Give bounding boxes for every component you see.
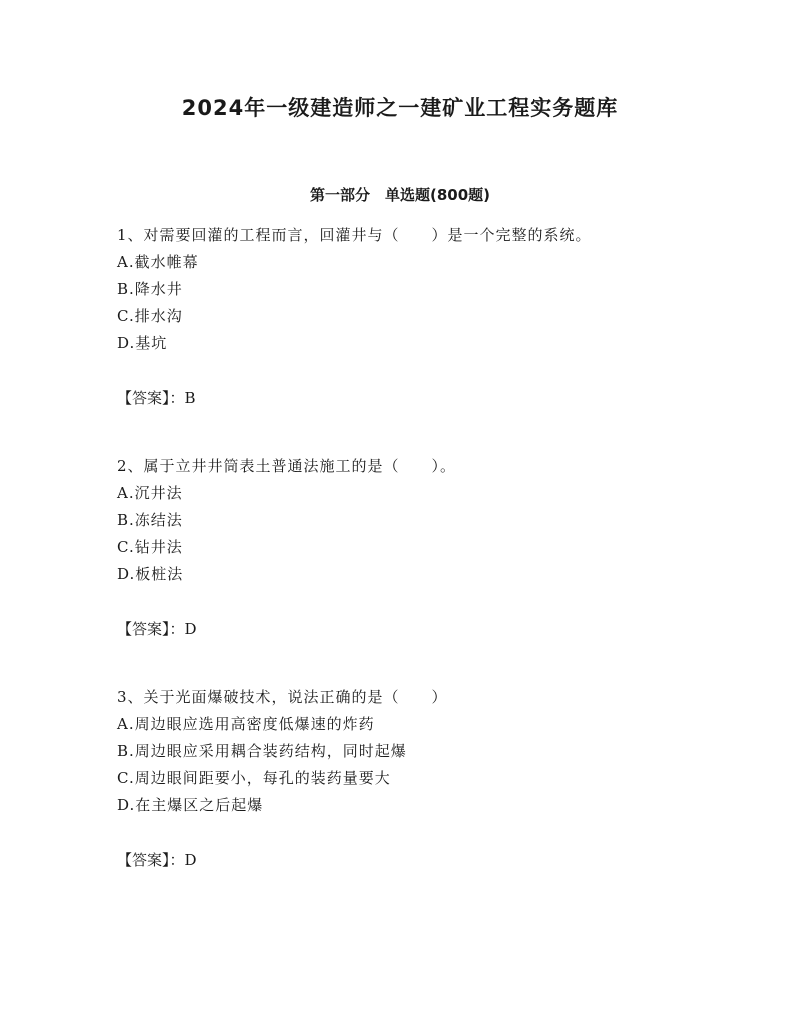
option-c: C.钻井法 xyxy=(117,538,183,556)
document-title: 2024年一级建造师之一建矿业工程实务题库 xyxy=(181,96,619,120)
question-item xyxy=(117,684,717,874)
option-a: A.沉井法 xyxy=(117,484,183,502)
option-d: D.板桩法 xyxy=(117,565,184,583)
section-title: 第一部分 单选题(800题) xyxy=(309,186,491,204)
option-b: B.周边眼应采用耦合装药结构，同时起爆 xyxy=(117,742,407,760)
option-a: A.截水帷幕 xyxy=(117,253,199,271)
option-b: B.降水井 xyxy=(117,280,183,298)
answer-label: 【答案】：B xyxy=(117,389,196,407)
question-item xyxy=(117,222,717,412)
option-c: C.排水沟 xyxy=(117,307,183,325)
question-item xyxy=(117,453,717,643)
option-b: B.冻结法 xyxy=(117,511,183,529)
option-c: C.周边眼间距要小，每孔的装药量要大 xyxy=(117,769,391,787)
option-a: A.周边眼应选用高密度低爆速的炸药 xyxy=(117,715,375,733)
question-text: 2、属于立井井筒表土普通法施工的是（ ）。 xyxy=(117,457,457,475)
option-d: D.基坑 xyxy=(117,334,168,352)
question-text: 3、关于光面爆破技术，说法正确的是（ ） xyxy=(117,688,448,706)
answer-label: 【答案】：D xyxy=(117,620,197,638)
option-d: D.在主爆区之后起爆 xyxy=(117,796,264,814)
answer-label: 【答案】：D xyxy=(117,851,197,869)
question-text: 1、对需要回灌的工程而言，回灌井与（ ）是一个完整的系统。 xyxy=(117,226,592,244)
